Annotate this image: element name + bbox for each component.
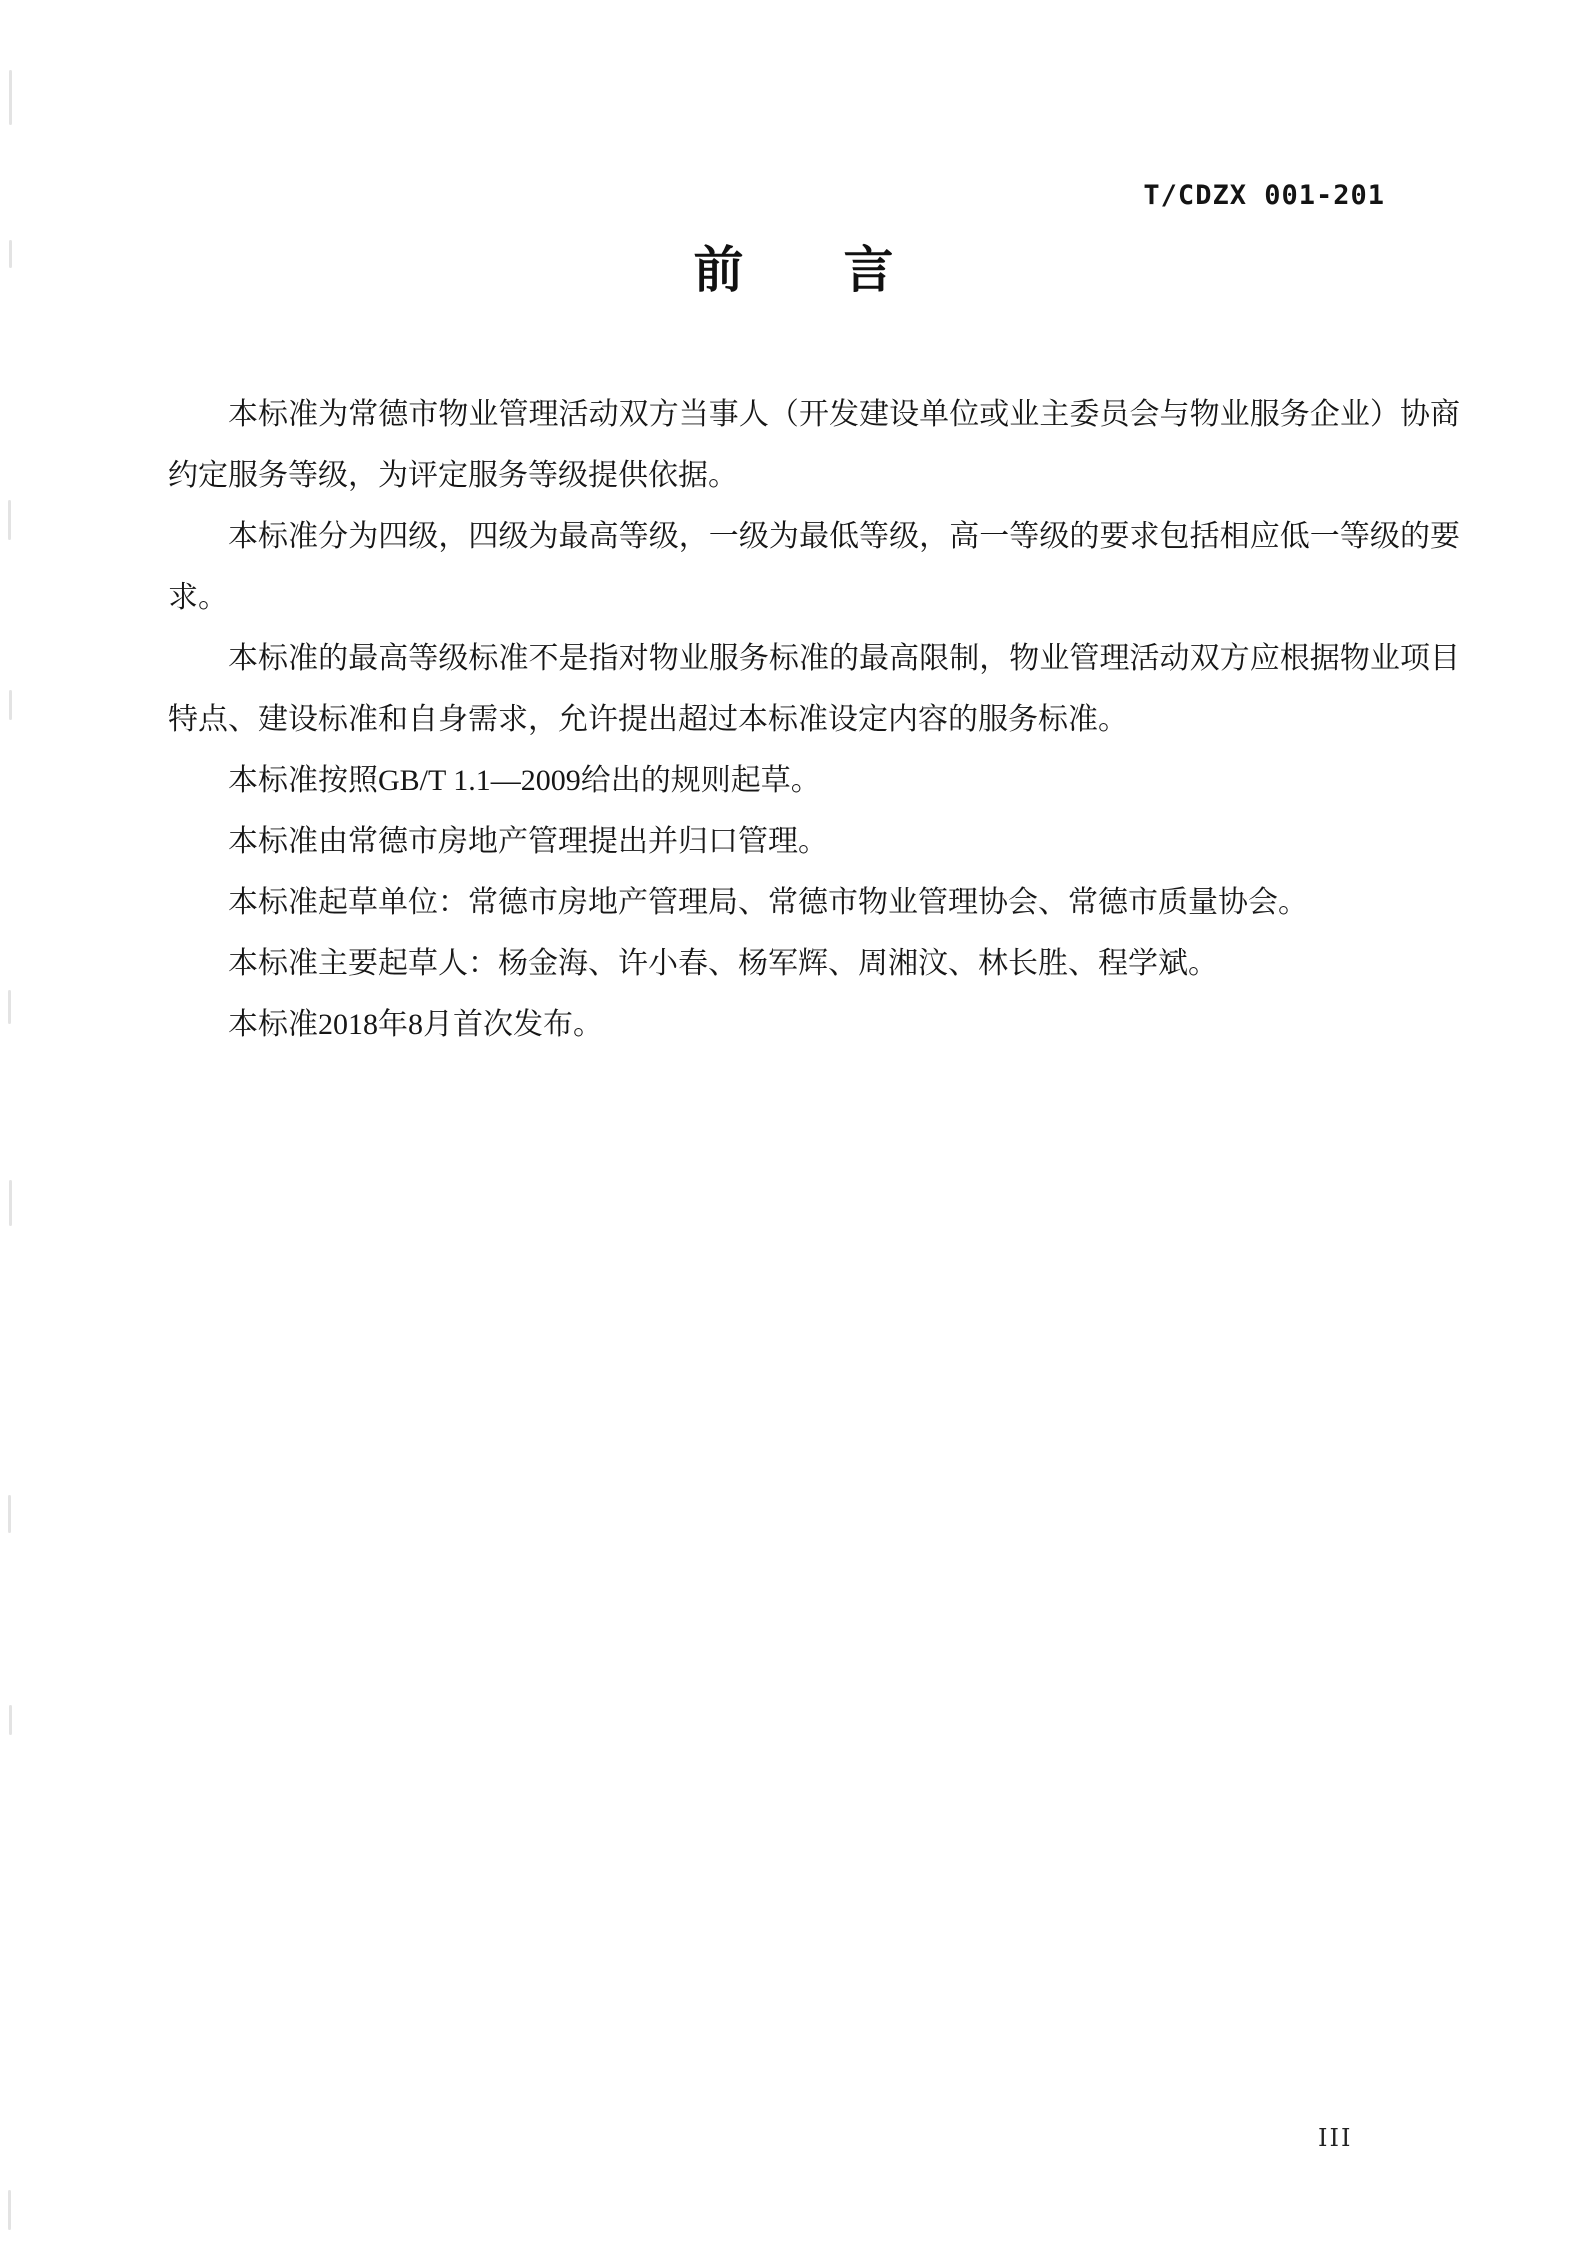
paragraph-drafting-rule: 本标准按照GB/T 1.1—2009给出的规则起草。: [228, 764, 821, 797]
scan-artifact: [9, 1180, 12, 1226]
paragraph-publish-date: 本标准2018年8月首次发布。: [228, 1008, 603, 1041]
scan-artifact: [9, 690, 12, 720]
scan-artifact: [8, 1495, 11, 1533]
scan-artifact: [8, 500, 11, 540]
paragraph-limits: 本标准的最高等级标准不是指对物业服务标准的最高限制，物业管理活动双方应根据物业项目特点、建设标准和自身需求，允许提出超过本标准设定内容的服务标准。: [168, 642, 1460, 736]
paragraph-scope: 本标准为常德市物业管理活动双方当事人（开发建设单位或业主委员会与物业服务企业）协商约定服务等级，为评定服务等级提供依据。: [168, 398, 1460, 492]
scan-artifact: [8, 2190, 11, 2230]
paragraph-levels: 本标准分为四级，四级为最高等级，一级为最低等级，高一等级的要求包括相应低一等级的要求。: [168, 520, 1460, 614]
scan-artifact: [9, 240, 12, 268]
document-body: [168, 384, 1460, 1055]
scan-artifact: [9, 70, 12, 125]
page-title: 前 言: [693, 241, 894, 299]
scan-artifact: [9, 1705, 12, 1735]
scan-artifact: [8, 990, 11, 1024]
paragraph-drafters: 本标准主要起草人：杨金海、许小春、杨军辉、周湘汶、林长胜、程学斌。: [228, 947, 1218, 980]
paragraph-draft-units: 本标准起草单位：常德市房地产管理局、常德市物业管理协会、常德市质量协会。: [228, 886, 1308, 919]
doc-number: T/CDZX 001-201: [1143, 180, 1385, 211]
paragraph-proposer: 本标准由常德市房地产管理提出并归口管理。: [228, 825, 828, 858]
page-number: III: [1318, 2124, 1353, 2152]
